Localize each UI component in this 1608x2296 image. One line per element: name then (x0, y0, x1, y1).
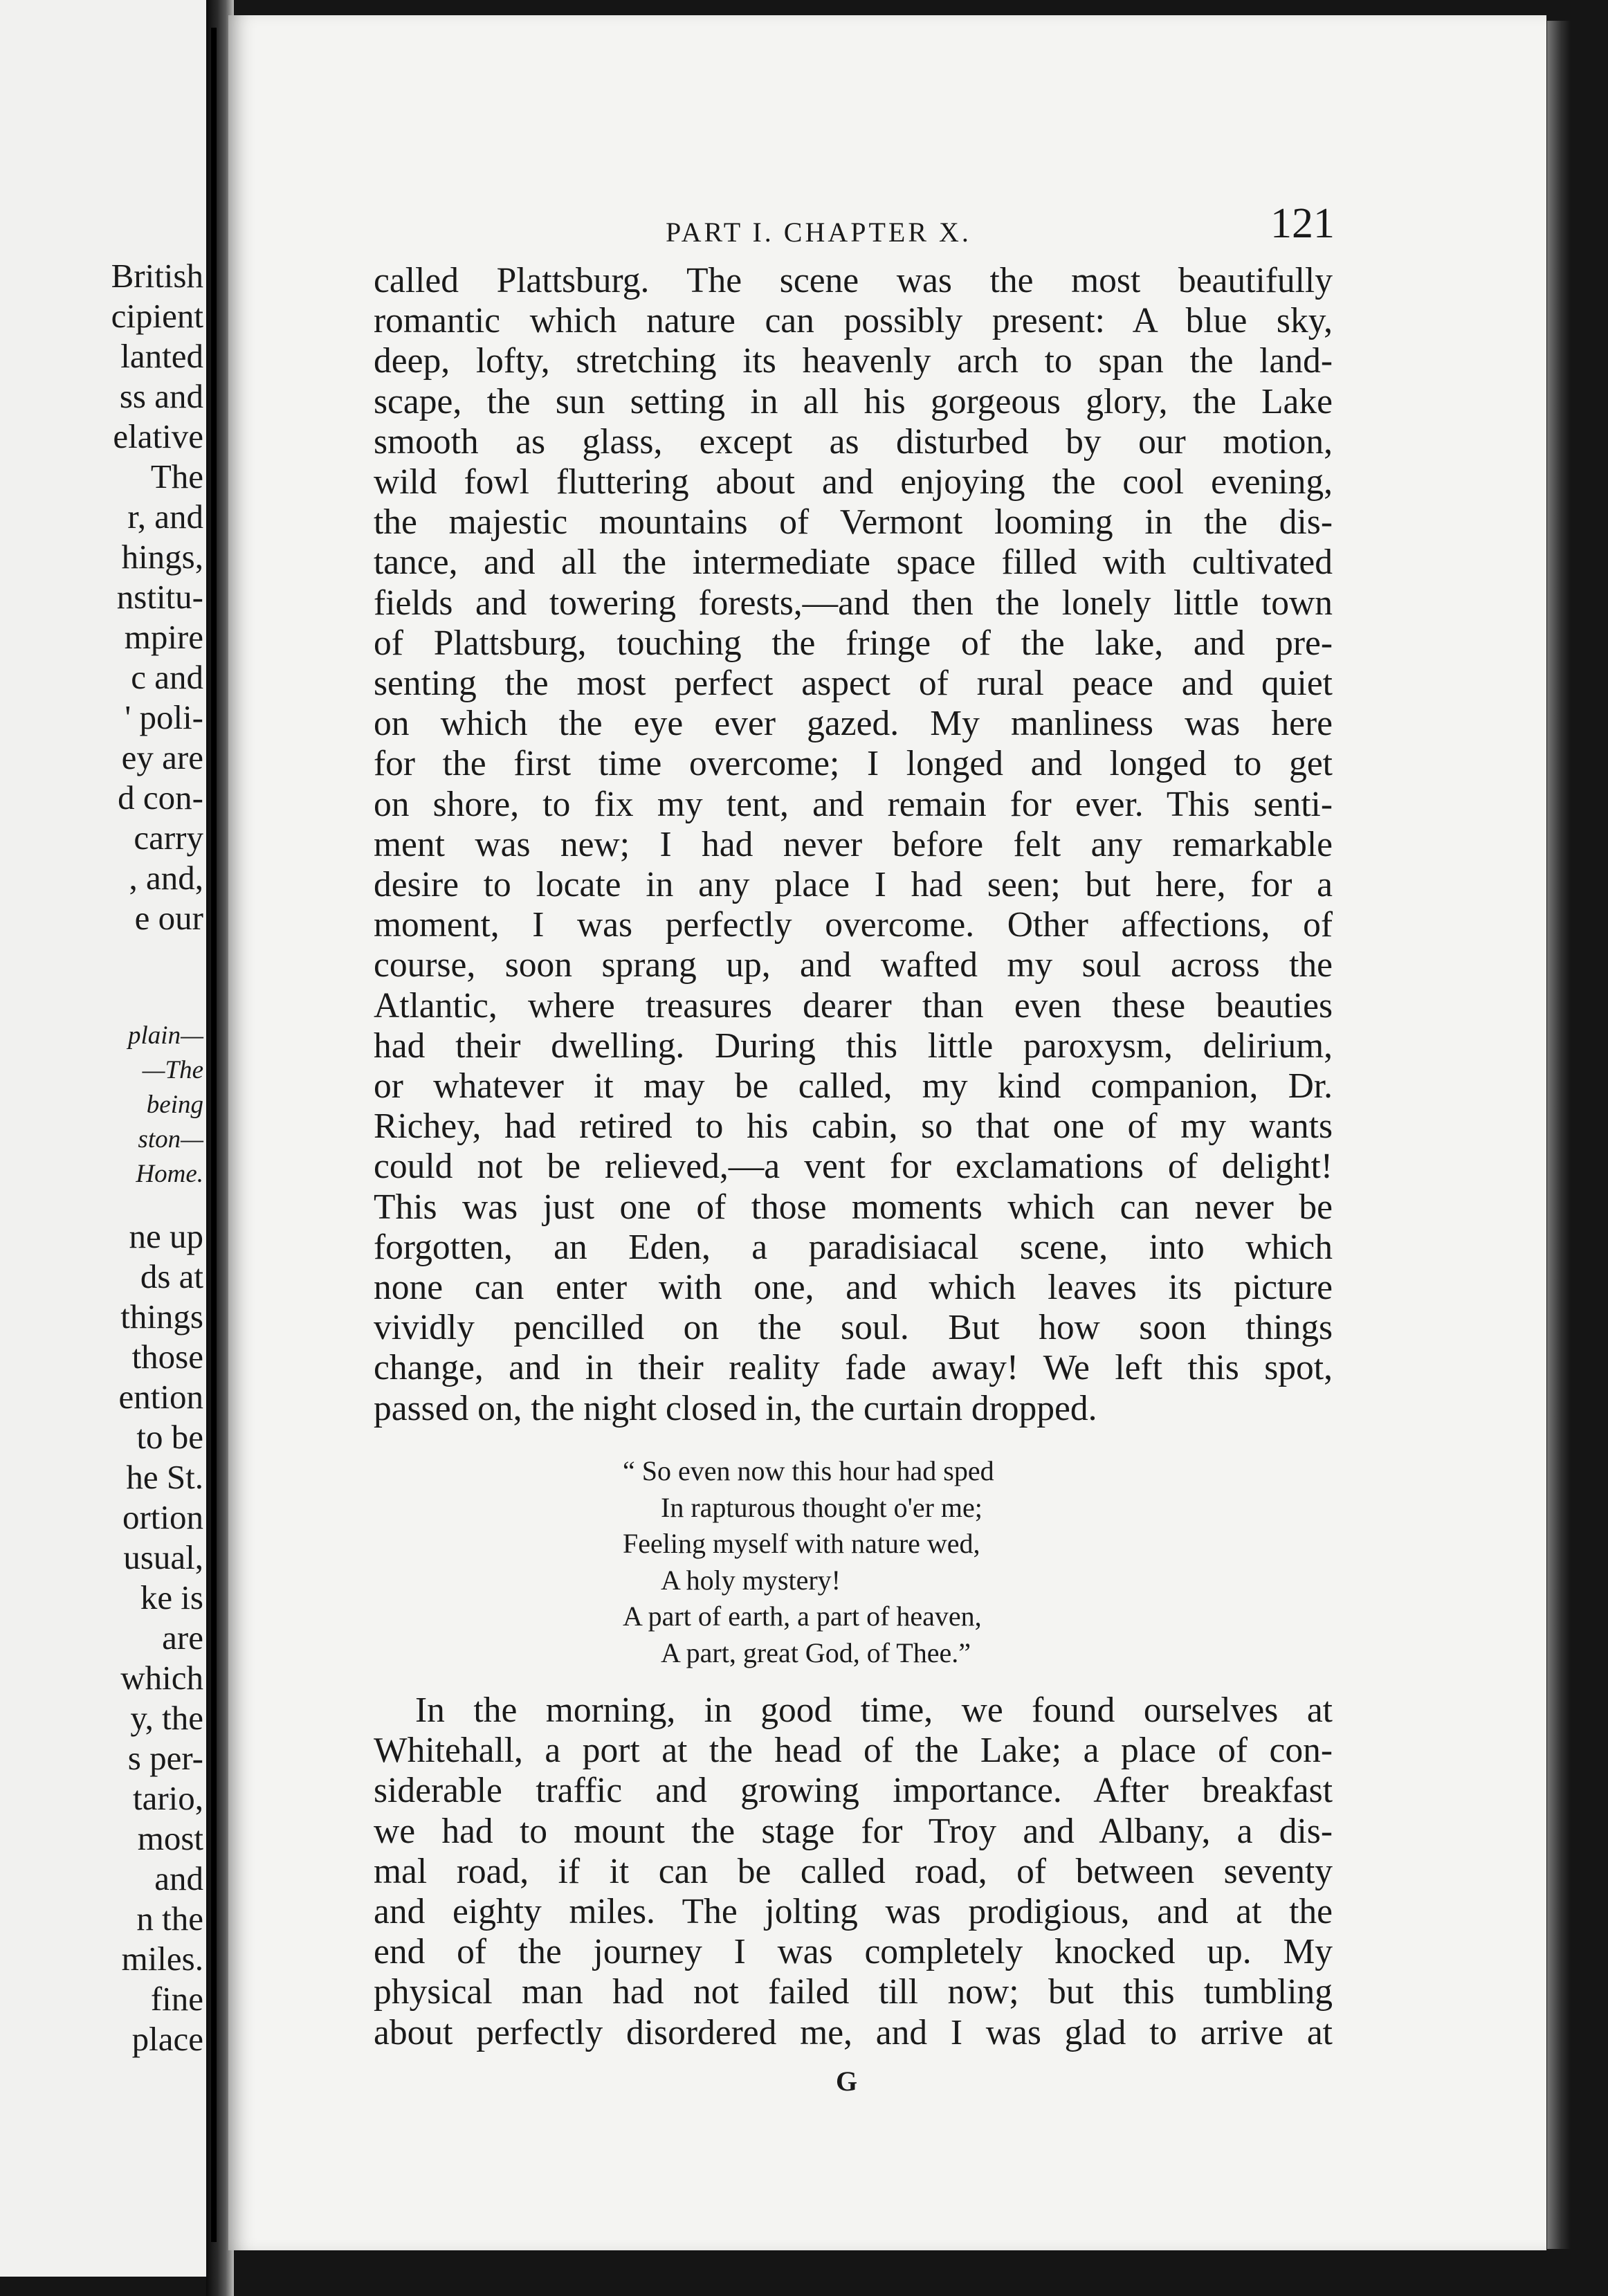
text-line: of Plattsburg, touching the fringe of the lake, and pre- (374, 623, 1333, 663)
page-number: 121 (1270, 200, 1335, 247)
poem-line: In rapturous thought o'er me; (661, 1491, 983, 1523)
facing-page-text: s per- (127, 1739, 203, 1777)
text-line: we had to mount the stage for Troy and Albany, a dis- (374, 1811, 1333, 1851)
facing-page-note: —The (142, 1056, 203, 1084)
facing-page-note: being (146, 1091, 203, 1119)
text-line: scape, the sun setting in all his gorgeous glory, the Lake (374, 381, 1333, 421)
text-line: siderable traffic and growing importance. After breakfast (374, 1771, 1333, 1811)
signature-mark: G (836, 2066, 858, 2097)
facing-page-text: are (162, 1619, 203, 1657)
text-line: and eighty miles. The jolting was prodigious, and at the (374, 1892, 1333, 1932)
paragraph (374, 1691, 1333, 2053)
text-line: end of the journey I was completely knocked up. My (374, 1932, 1333, 1972)
facing-page-text: mpire (124, 618, 203, 656)
facing-page-text: ortion (122, 1498, 203, 1536)
poem-quotation (623, 1453, 994, 1671)
text-line: Atlantic, where treasures dearer than even these beauties (374, 985, 1333, 1026)
text-line: could not be relieved,—a vent for exclamations of delight! (374, 1147, 1333, 1187)
text-line: forgotten, an Eden, a paradisiacal scene, into which (374, 1227, 1333, 1267)
text-line: fields and towering forests,—and then the lonely little town (374, 583, 1333, 623)
facing-page-text: ne up (129, 1217, 203, 1255)
text-line: on shore, to fix my tent, and remain for ever. This senti- (374, 784, 1333, 824)
text-line: vividly pencilled on the soul. But how soon things (374, 1308, 1333, 1348)
text-line: This was just one of those moments which can never be (374, 1187, 1333, 1227)
facing-page-text: y, the (130, 1699, 203, 1737)
facing-page-text: ey are (121, 738, 203, 776)
text-line: change, and in their reality fade away! We left this spot, (374, 1348, 1333, 1388)
text-line: tance, and all the intermediate space filled with cultivated (374, 543, 1333, 583)
facing-page-text: place (131, 2020, 203, 2058)
facing-page-text: those (131, 1338, 203, 1376)
facing-page-text: The (150, 457, 203, 495)
facing-page-text: hings, (121, 538, 203, 576)
facing-page-text: nstitu- (116, 578, 203, 616)
text-line: Richey, had retired to his cabin, so that one of my wants (374, 1106, 1333, 1147)
facing-page-text: ss and (119, 377, 203, 415)
text-line: smooth as glass, except as disturbed by our motion, (374, 421, 1333, 462)
text-line: desire to locate in any place I had seen; but here, for a (374, 865, 1333, 905)
facing-page-text: e our (134, 899, 203, 937)
text-line: for the first time overcome; I longed and longed to get (374, 744, 1333, 784)
facing-page-note: Home. (136, 1160, 203, 1188)
facing-page-text: ke is (140, 1578, 203, 1616)
facing-page-text: and (154, 1859, 203, 1897)
book-page (228, 15, 1546, 2250)
facing-page-text: n the (136, 1899, 203, 1938)
facing-page-text: carry (134, 819, 203, 857)
poem-line: A part, great God, of Thee.” (661, 1637, 971, 1668)
poem-line: Feeling myself with nature wed, (623, 1528, 980, 1559)
facing-page (0, 0, 208, 2277)
text-line: deep, lofty, stretching its heavenly arch to span the land- (374, 341, 1333, 381)
text-line: had their dwelling. During this little paroxysm, delirium, (374, 1026, 1333, 1066)
facing-page-text: tario, (132, 1779, 203, 1817)
facing-page-text: miles. (121, 1940, 203, 1978)
facing-page-text: usual, (123, 1538, 203, 1576)
facing-page-text: ds at (140, 1257, 203, 1295)
text-line: passed on, the night closed in, the curtain dropped. (374, 1388, 1097, 1428)
page-edge-shadow (1547, 21, 1571, 2249)
text-line: mal road, if it can be called road, of between seventy (374, 1851, 1333, 1891)
facing-page-text: he St. (126, 1458, 203, 1496)
facing-page-note: plain— (128, 1021, 203, 1050)
facing-page-text: lanted (120, 337, 203, 375)
poem-line: A part of earth, a part of heaven, (623, 1601, 982, 1632)
facing-page-text: elative (113, 417, 203, 455)
facing-page-text: most (137, 1819, 203, 1857)
text-line: called Plattsburg. The scene was the most beautifully (374, 261, 1333, 300)
facing-page-text: d con- (118, 778, 203, 817)
text-line: physical man had not failed till now; but this tumbling (374, 1972, 1333, 2012)
running-head: PART I. CHAPTER X. (666, 217, 971, 248)
text-line: about perfectly disordered me, and I was glad to arrive at (374, 2012, 1333, 2052)
text-line: the majestic mountains of Vermont looming in the dis- (374, 502, 1333, 543)
text-line: or whatever it may be called, my kind companion, Dr. (374, 1066, 1333, 1106)
text-line: none can enter with one, and which leaves its picture (374, 1268, 1333, 1308)
facing-page-text: cipient (111, 297, 203, 335)
facing-page-text: British (111, 257, 203, 295)
facing-page-text: , and, (129, 859, 203, 897)
facing-page-text: ' poli- (125, 698, 203, 736)
facing-page-text: fine (150, 1980, 203, 2018)
text-line: Whitehall, a port at the head of the Lake; a place of con- (374, 1731, 1333, 1771)
facing-page-text: to be (136, 1418, 203, 1456)
text-line: course, soon sprang up, and wafted my soul across the (374, 945, 1333, 985)
text-line: on which the eye ever gazed. My manliness was here (374, 704, 1333, 744)
facing-page-text: ention (118, 1378, 203, 1416)
paragraph (374, 261, 1333, 1429)
poem-line: “ So even now this hour had sped (623, 1455, 994, 1486)
facing-page-note: ston— (138, 1125, 203, 1154)
text-line: moment, I was perfectly overcome. Other affections, of (374, 905, 1333, 945)
poem-line: A holy mystery! (661, 1564, 841, 1596)
facing-page-text: c and (131, 658, 203, 696)
gutter-shadow (211, 28, 217, 2242)
page-header (228, 197, 1546, 252)
facing-page-text: things (120, 1297, 203, 1336)
text-line: In the morning, in good time, we found ourselves at (415, 1691, 1333, 1730)
text-line: ment was new; I had never before felt any remarkable (374, 824, 1333, 864)
text-line: wild fowl fluttering about and enjoying the cool evening, (374, 462, 1333, 502)
text-line: romantic which nature can possibly present: A blue sky, (374, 301, 1333, 341)
facing-page-text: r, and (127, 498, 203, 536)
facing-page-text: which (120, 1659, 203, 1697)
text-line: senting the most perfect aspect of rural peace and quiet (374, 664, 1333, 704)
